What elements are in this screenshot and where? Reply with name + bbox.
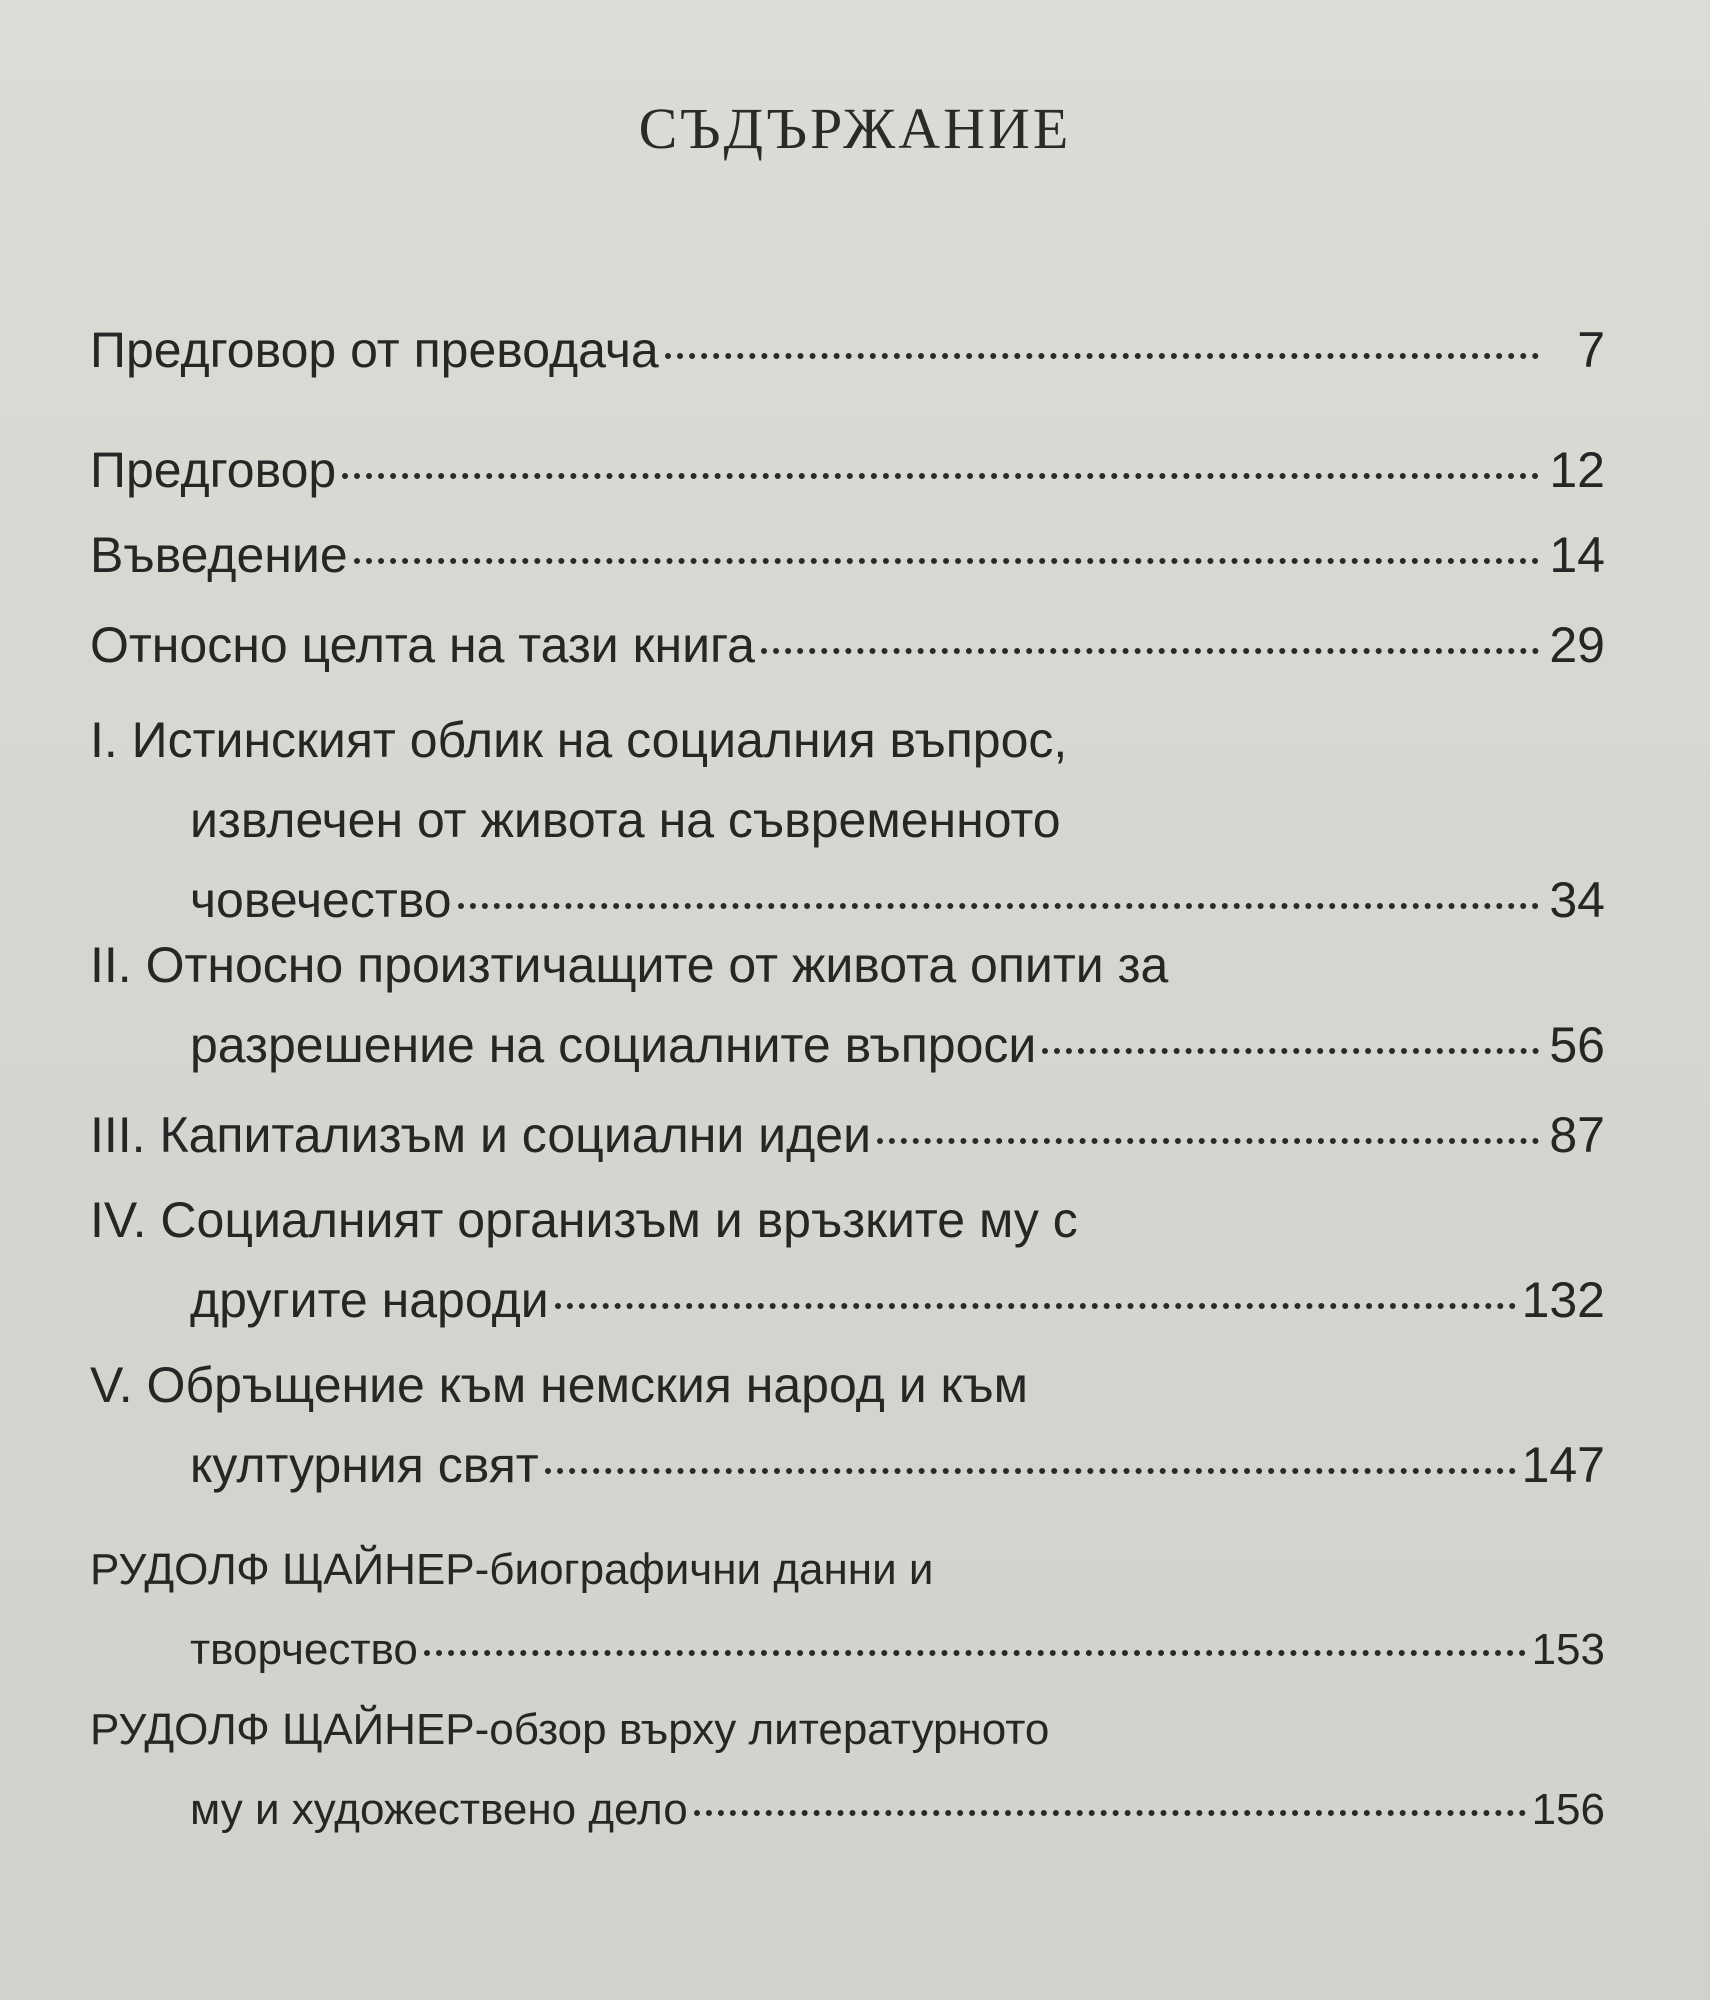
toc-entry <box>90 515 1605 595</box>
toc-entry-title: Предговор <box>90 442 337 498</box>
toc-page-number: 147 <box>1521 1437 1605 1493</box>
toc-page-number: 34 <box>1549 872 1605 928</box>
toc-page-number: 56 <box>1549 1017 1605 1073</box>
toc-entry <box>90 1690 1605 1850</box>
toc-entry-title: му и художествено дело <box>190 1785 688 1834</box>
toc-page-number: 14 <box>1549 527 1605 583</box>
dot-leader <box>877 1138 1539 1144</box>
dot-leader <box>342 473 1539 479</box>
dot-leader <box>694 1810 1526 1816</box>
toc-entry <box>90 1095 1605 1175</box>
toc-entry-title: творчество <box>190 1625 418 1674</box>
toc-page-number: 156 <box>1531 1785 1605 1834</box>
dot-leader <box>761 648 1539 654</box>
toc-entry <box>90 605 1605 685</box>
toc-entry <box>90 310 1605 390</box>
toc-entry-title: Предговор от преводача <box>90 322 659 378</box>
toc-entry <box>90 1345 1605 1505</box>
toc-entry-line: РУДОЛФ ЩАЙНЕР-биографични данни и <box>90 1545 934 1594</box>
toc-entry-line: РУДОЛФ ЩАЙНЕР-обзор върху литературното <box>90 1705 1050 1754</box>
toc-page-number: 132 <box>1521 1272 1605 1328</box>
toc-page-number: 12 <box>1549 442 1605 498</box>
dot-leader <box>424 1650 1526 1656</box>
dot-leader <box>545 1468 1516 1474</box>
dot-leader <box>458 903 1539 909</box>
toc-entry-line: IV. Социалният организъм и връзките му с <box>90 1192 1078 1248</box>
dot-leader <box>1042 1048 1539 1054</box>
dot-leader <box>555 1303 1516 1309</box>
toc-entry-line: I. Истинският облик на социалния въпрос, <box>90 712 1068 768</box>
toc-entry <box>90 430 1605 510</box>
toc-entry <box>90 1180 1605 1340</box>
page-title: СЪДЪРЖАНИЕ <box>638 96 1072 161</box>
toc-page-number: 29 <box>1549 617 1605 673</box>
dot-leader <box>354 558 1539 564</box>
toc-page-number: 153 <box>1531 1625 1605 1674</box>
toc-entry-title: културния свят <box>190 1437 539 1493</box>
toc-entry-title: разрешение на социалните въпроси <box>190 1017 1037 1073</box>
toc-entry <box>90 700 1605 940</box>
toc-entry-title: човечество <box>190 872 452 928</box>
toc-entry-line: V. Обръщение към немския народ и към <box>90 1357 1029 1413</box>
toc-entry-title: Относно целта на тази книга <box>90 617 755 673</box>
toc-entry-title: III. Капитализъм и социални идеи <box>90 1107 872 1163</box>
toc-entry-title: Въведение <box>90 527 348 583</box>
toc-entry-line: II. Относно произтичащите от живота опити за <box>90 937 1169 993</box>
toc-entry <box>90 925 1605 1085</box>
dot-leader <box>665 353 1539 359</box>
toc-page-number: 7 <box>1577 322 1605 378</box>
toc-entry <box>90 1530 1605 1690</box>
toc-page-number: 87 <box>1549 1107 1605 1163</box>
toc-entry-line: извлечен от живота на съвременното <box>190 792 1061 848</box>
toc-entry-title: другите народи <box>190 1272 549 1328</box>
